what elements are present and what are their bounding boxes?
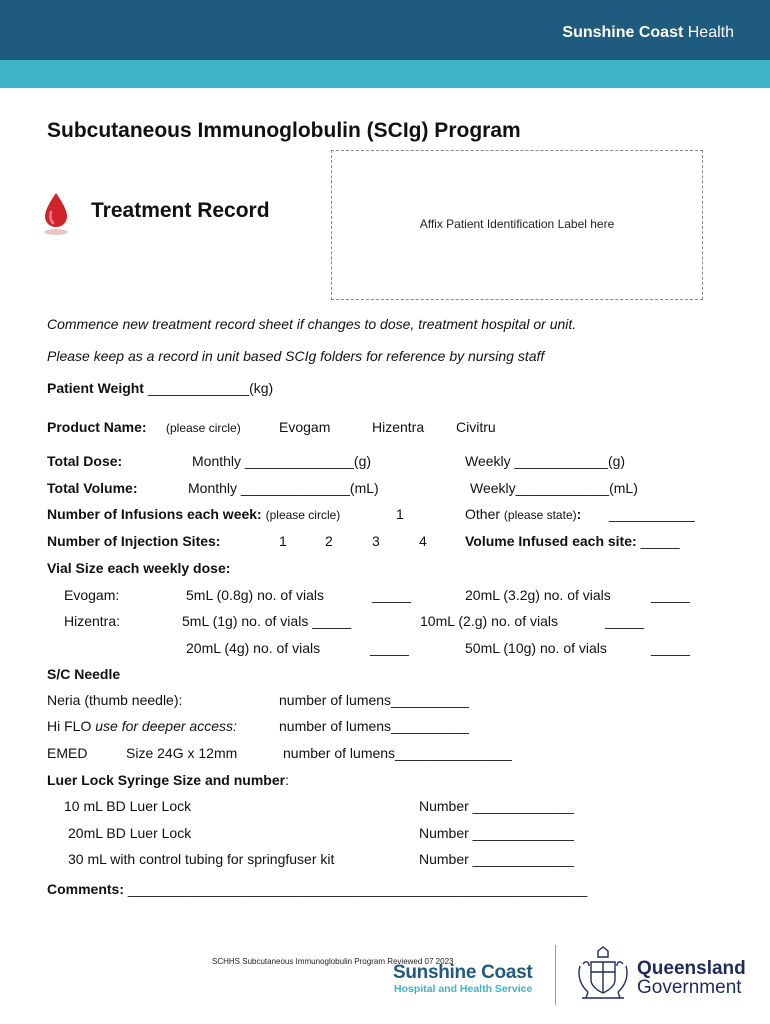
instruction-1: Commence new treatment record sheet if changes to dose, treatment hospital or unit. xyxy=(47,316,577,332)
treatment-record-title: Treatment Record xyxy=(91,199,270,222)
needle-hiflo-label: Hi FLO xyxy=(47,718,92,734)
footer-sch-title: Sunshine Coast xyxy=(393,962,533,983)
comments-label: Comments: xyxy=(47,881,125,897)
blood-drop-icon xyxy=(40,190,72,238)
injection-sites-option-3[interactable]: 3 xyxy=(372,533,380,549)
vial-evogam-20ml: 20mL (3.2g) no. of vials xyxy=(465,587,611,603)
infusions-other-colon: : xyxy=(576,506,582,522)
syringe-row-2-label: 20mL BD Luer Lock xyxy=(68,825,192,841)
syringe-colon: : xyxy=(285,772,289,788)
footer-reviewed: SCHHS Subcutaneous Immunoglobulin Program Reviewed 07 2023 xyxy=(212,957,454,966)
infusions-other-field[interactable]: ___________ xyxy=(609,506,695,522)
vial-hizentra-20ml: 20mL (4g) no. of vials xyxy=(186,640,321,656)
total-volume-weekly-field[interactable]: Weekly____________(mL) xyxy=(470,480,638,496)
infusions-other-hint: (please state) xyxy=(503,508,577,522)
brand-bold: Sunshine Coast xyxy=(562,24,684,41)
injection-sites-option-1[interactable]: 1 xyxy=(279,533,287,549)
vial-hizentra-50ml: 50mL (10g) no. of vials xyxy=(465,640,607,656)
syringe-row-2-number-field[interactable]: Number _____________ xyxy=(419,825,574,841)
product-name-label: Product Name: xyxy=(47,419,147,435)
patient-weight-label: Patient Weight xyxy=(47,380,144,396)
infusions-label: Number of Infusions each week: xyxy=(47,506,262,522)
page-title: Subcutaneous Immunoglobulin (SCIg) Program xyxy=(47,119,521,142)
comments-field[interactable]: ___________________________________________________________ xyxy=(127,881,588,897)
volume-infused-label: Volume Infused each site: xyxy=(465,533,637,549)
injection-sites-label: Number of Injection Sites: xyxy=(47,533,221,549)
patient-weight-field[interactable]: _____________(kg) xyxy=(147,380,274,396)
total-volume-label: Total Volume: xyxy=(47,480,138,496)
product-hint: (please circle) xyxy=(166,421,241,435)
needle-heading: S/C Needle xyxy=(47,666,121,682)
needle-neria-lumens-field[interactable]: number of lumens__________ xyxy=(279,692,469,708)
syringe-row-1-number-field[interactable]: Number _____________ xyxy=(419,798,574,814)
total-dose-weekly-field[interactable]: Weekly ____________(g) xyxy=(465,453,626,469)
vial-hizentra-5ml-field[interactable]: 5mL (1g) no. of vials _____ xyxy=(182,613,352,629)
instruction-2: Please keep as a record in unit based SCIg folders for reference by nursing staff xyxy=(47,348,545,364)
needle-hiflo-lumens-field[interactable]: number of lumens__________ xyxy=(279,718,469,734)
patient-label-text: Affix Patient Identification Label here xyxy=(419,217,615,231)
volume-infused-field[interactable]: _____ xyxy=(640,533,680,549)
vial-hizentra-20ml-field[interactable]: _____ xyxy=(370,640,409,656)
needle-hiflo-note: use for deeper access: xyxy=(95,718,237,734)
queensland-crest-icon xyxy=(574,946,632,1004)
vial-evogam-5ml: 5mL (0.8g) no. of vials xyxy=(186,587,324,603)
vial-hizentra-label: Hizentra: xyxy=(64,613,121,629)
injection-sites-option-4[interactable]: 4 xyxy=(419,533,427,549)
product-option-hizentra[interactable]: Hizentra xyxy=(372,419,425,435)
total-dose-monthly-field[interactable]: Monthly ______________(g) xyxy=(192,453,372,469)
syringe-heading: Luer Lock Syringe Size and number xyxy=(47,772,286,788)
product-option-evogam[interactable]: Evogam xyxy=(279,419,331,435)
total-volume-monthly-field[interactable]: Monthly ______________(mL) xyxy=(188,480,379,496)
syringe-row-3-number-field[interactable]: Number _____________ xyxy=(419,851,574,867)
needle-emed-label: EMED xyxy=(47,745,88,761)
infusions-other-label: Other xyxy=(465,506,501,522)
vial-hizentra-10ml: 10mL (2.g) no. of vials xyxy=(420,613,558,629)
vial-hizentra-50ml-field[interactable]: _____ xyxy=(651,640,690,656)
patient-label-box xyxy=(331,150,703,300)
total-dose-label: Total Dose: xyxy=(47,453,123,469)
syringe-row-1-label: 10 mL BD Luer Lock xyxy=(64,798,192,814)
vial-evogam-5ml-field[interactable]: _____ xyxy=(372,587,411,603)
vial-size-heading: Vial Size each weekly dose: xyxy=(47,560,231,576)
injection-sites-option-2[interactable]: 2 xyxy=(325,533,333,549)
footer-qld-sub: Government xyxy=(637,977,742,998)
vial-hizentra-10ml-field[interactable]: _____ xyxy=(605,613,644,629)
footer-divider xyxy=(555,945,556,1005)
brand-light: Health xyxy=(683,24,734,41)
needle-neria-label: Neria (thumb needle): xyxy=(47,692,183,708)
footer-sch-sub: Hospital and Health Service xyxy=(394,983,533,995)
brand-logo xyxy=(562,24,734,42)
needle-emed-lumens-field[interactable]: number of lumens_______________ xyxy=(283,745,512,761)
product-option-civitru[interactable]: Civitru xyxy=(456,419,496,435)
footer-qld-title: Queensland xyxy=(637,958,746,979)
header-band xyxy=(0,60,770,88)
vial-evogam-label: Evogam: xyxy=(64,587,120,603)
vial-evogam-20ml-field[interactable]: _____ xyxy=(651,587,690,603)
needle-emed-size: Size 24G x 12mm xyxy=(126,745,238,761)
infusions-hint: (please circle) xyxy=(265,508,341,522)
infusions-option-1[interactable]: 1 xyxy=(396,506,404,522)
syringe-row-3-label: 30 mL with control tubing for springfuser kit xyxy=(68,851,335,867)
